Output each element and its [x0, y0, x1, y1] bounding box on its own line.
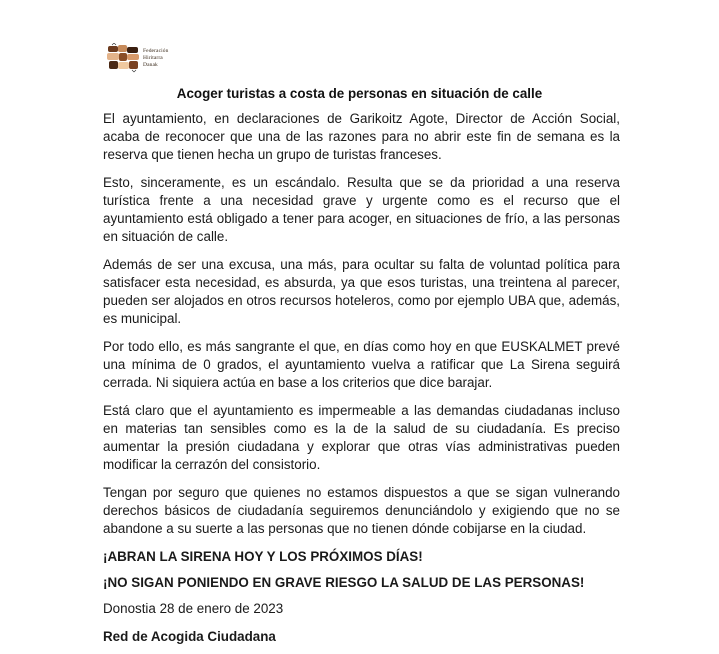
signature: Red de Acogida Ciudadana	[103, 629, 276, 644]
logo-line-3: Danak	[143, 61, 158, 68]
logo-line-2: Hiritarra	[143, 54, 163, 61]
hands-logo-icon	[106, 43, 140, 73]
paragraph: El ayuntamiento, en declaraciones de Garikoitz Agote, Director de Acción Social, acaba de reconocer que una de las razones para no abrir este fin de semana es la reserva que tienen hecha un grupo de turistas franceses.	[103, 111, 620, 162]
logo-line-1: Federación	[143, 47, 169, 54]
paragraph: Esto, sinceramente, es un escándalo. Resulta que se da prioridad a una reserva turística frente a una necesidad grave y urgente como es el recurso que el ayuntamiento está obligado a tener para acoger, en situaciones de frío, a las personas en situación de calle.	[103, 175, 620, 244]
paragraph: Está claro que el ayuntamiento es impermeable a las demandas ciudadanas incluso en materias tan sensibles como es la de la salud de su ciudadanía. Es preciso aumentar la presión ciudadana y explorar que otras vías administrativas pueden modificar la cerrazón del consistorio.	[103, 403, 620, 472]
paragraph: Tengan por seguro que quienes no estamos dispuestos a que se sigan vulnerando derechos básicos de ciudadanía seguiremos denunciándolo y exigiendo que no se abandone a su suerte a las personas que no tienen dónde cobijarse en la ciudad.	[103, 485, 620, 536]
date-line: Donostia 28 de enero de 2023	[103, 601, 284, 616]
slogan: ¡NO SIGAN PONIENDO EN GRAVE RIESGO LA SALUD DE LAS PERSONAS!	[103, 575, 585, 590]
document-title: Acoger turistas a costa de personas en situación de calle	[176, 86, 543, 101]
organization-logo	[106, 42, 184, 74]
slogan: ¡ABRAN LA SIRENA HOY Y LOS PRÓXIMOS DÍAS!	[103, 549, 423, 564]
document-body	[103, 110, 620, 654]
logo-wordmark	[143, 48, 168, 69]
paragraph: Además de ser una excusa, una más, para ocultar su falta de voluntad política para satisfacer esta necesidad, es absurda, ya que esos turistas, una treintena al parecer, pueden ser alojados en otros recursos hoteleros, como por ejemplo UBA que, además, es municipal.	[103, 257, 620, 326]
paragraph: Por todo ello, es más sangrante el que, en días como hoy en que EUSKALMET prevé una mínima de 0 grados, el ayuntamiento vuelva a ratificar que La Sirena seguirá cerrada. Ni siquiera actúa en base a los criterios que dice barajar.	[103, 339, 620, 390]
